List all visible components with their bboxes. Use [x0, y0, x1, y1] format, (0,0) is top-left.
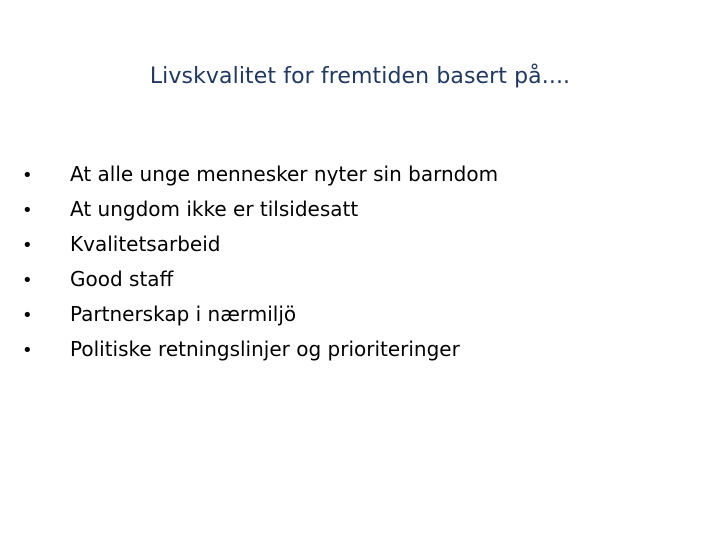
- bullet-icon: •: [22, 305, 33, 326]
- slide-title: Livskvalitet for fremtiden basert på....: [149, 64, 571, 89]
- list-item: [22, 267, 498, 302]
- bullet-text: Politiske retningslinjer og prioriteringer: [70, 337, 460, 361]
- list-item: [22, 337, 498, 372]
- bullet-text: Good staff: [70, 267, 174, 291]
- bullet-text: At ungdom ikke er tilsidesatt: [70, 197, 359, 221]
- bullet-text: Partnerskap i nærmiljö: [70, 302, 297, 326]
- bullet-list: [22, 162, 498, 372]
- list-item: [22, 302, 498, 337]
- list-item: [22, 162, 498, 197]
- bullet-icon: •: [22, 270, 33, 291]
- bullet-icon: •: [22, 200, 33, 221]
- bullet-icon: •: [22, 235, 33, 256]
- list-item: [22, 232, 498, 267]
- bullet-icon: •: [22, 340, 33, 361]
- list-item: [22, 197, 498, 232]
- bullet-icon: •: [22, 165, 33, 186]
- bullet-text: Kvalitetsarbeid: [70, 232, 221, 256]
- bullet-text: At alle unge mennesker nyter sin barndom: [70, 162, 499, 186]
